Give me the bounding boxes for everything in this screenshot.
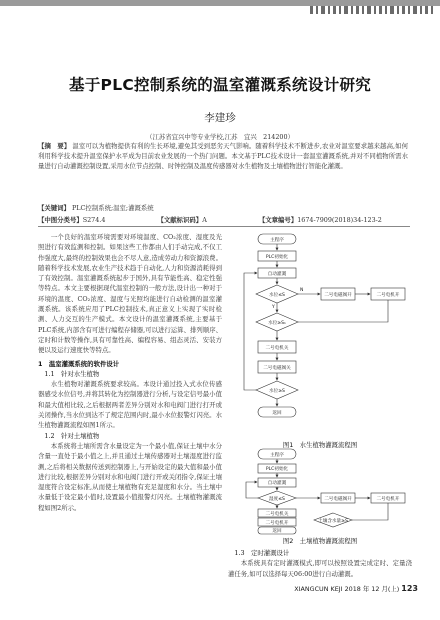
fig1-node-init: PLC初始化 <box>265 255 289 260</box>
fig1-node-main: 主程序 <box>270 238 284 243</box>
fig1-node-level-final: 水位≥S <box>269 389 285 394</box>
fig1-label-no: N <box>300 288 304 293</box>
keywords-text: PLC控制系统;温室;灌溉系统 <box>72 204 154 212</box>
fig2-node-motor-open: 二号电机开 <box>376 497 400 502</box>
keywords-label: 【关键词】 <box>38 204 70 212</box>
intro-paragraph: 一个良好的温室环境需要对环境温度、CO₂浓度、湿度及光照进行有效监测和控制。如果这些工作都由人们手动完成,不仅工作强度大,最终的控制效果也会不尽人意,造成劳动力和资源浪费。随着科学技术发展,农业生产技术趋于自动化,人力和资源消耗得到了有效控制。温室灌溉系统起步于国外,具有节能性高、稳定性强等特点。本文主要根据现代温室控制的一般方法,设计出一种对于环境的温度、CO₂浓度、湿度与光照均能进行自动检测的温室灌溉系统。该系统应用了PLC控制技术,真正意义上实现了实时检测、人力交互的生产模式。本文设计的温室灌溉系统,主要基于PLC系统,内部含有可进行编程存储器,可以进行运算、排列顺序、定时和计数等操作,具有可靠性高、编程容易、组态灵活、安装方便以及运行速度快等特点。 <box>38 233 222 355</box>
left-column <box>38 232 222 513</box>
subsection-1-1-paragraph: 水生植物对灌溉系统要求较高。本设计通过投入式水位传感器感受水位信号,并将其转化为控制器进行分析,与设定信号最小值和最大值相比较,之后根据两者差异分别对水和电阀门进行打开或关闭操作,当水位到达不了规定范围内时,最小水位报警灯闪亮。水生植物灌溉流程如图1所示。 <box>38 380 222 430</box>
figure-2-flowchart <box>228 405 412 535</box>
fig2-node-return: 返回 <box>272 529 282 534</box>
fig2-node-soil-check: 土壤含水量≥S <box>318 519 348 524</box>
section-1-heading: 1 温室灌溉系统的软件设计 <box>38 359 120 368</box>
subsection-1-1-heading: 1.1 针对水生植物 <box>44 369 100 378</box>
issue-date: 2018 年 12 月(上) <box>344 585 400 593</box>
fig1-node-motor-close: 二号电机关 <box>265 346 289 351</box>
fig2-node-auto: 自动灌溉 <box>267 481 287 486</box>
classification-row <box>38 215 408 224</box>
fig1-label-yes: Y <box>272 305 275 310</box>
paper-title: 基于PLC控制系统的温室灌溉系统设计研究 <box>68 76 372 94</box>
clc-number: 【中图分类号】S274.4 <box>38 216 106 224</box>
fig2-node-motor-close: 二号电机关 <box>265 512 289 517</box>
header-divider <box>38 226 410 227</box>
fig2-node-valve-open: 二号电磁阀开 <box>324 497 352 502</box>
fig1-node-valve-open: 二号电磁阀开 <box>324 293 352 298</box>
affiliation: （江苏省宜兴中等专业学校,江苏 宜兴 214200） <box>146 133 294 141</box>
author-name: 李建珍 <box>204 112 236 124</box>
header-decoration <box>0 0 440 16</box>
abstract-label: 【摘 要】 <box>38 142 71 150</box>
subsection-1-2-paragraph: 本系统将土壤所需含水量设定为一个最小值,保证土壤中水分含量一直处于最小值之上,并且通过土壤传感器对土壤湿度进行监测,之后将相关数据传送到控制器上,与开始设定的最大值和最小值进行比较,根据差异分别对水和电阀门进行开或关闭指令,保证土壤湿度符合设定标准,从而使土壤植物有充足湿度和水分。当土壤中水量低于设定最小值时,设置最小值报警灯闪亮。土壤植物灌溉流程如图2所示。 <box>38 441 222 512</box>
article-number: 【文章编号】1674-7909(2018)34-123-2 <box>258 216 382 224</box>
keywords <box>38 203 408 212</box>
document-code: 【文献标识码】A <box>157 216 207 224</box>
page-footer <box>228 584 418 593</box>
fig2-node-main: 主程序 <box>270 453 284 458</box>
fig1-node-valve-close: 二号电磁阀关 <box>263 366 291 371</box>
subsection-1-2-heading: 1.2 针对土壤植物 <box>44 431 100 440</box>
fig1-node-level-high: 水位≥S₁ <box>268 321 286 326</box>
fig1-node-return: 返回 <box>272 411 282 416</box>
abstract <box>38 141 408 172</box>
subsection-1-3-heading: 1.3 定时灌溉设计 <box>234 549 290 557</box>
page-number: 123 <box>401 584 418 593</box>
figure-2-caption: 图2 土壤植物灌溉流程图 <box>282 537 358 545</box>
figure-1-caption: 图1 水生植物灌溉流程图 <box>282 441 358 449</box>
fig2-node-motor-open-2: 二号电机开 <box>265 521 289 526</box>
subsection-1-3-paragraph: 本系统具有定时灌溉模式,即可以按照设置完成定时、定量浇灌任务,如可以选择每天06:00进行自动灌溉。 <box>228 559 412 578</box>
fig1-node-auto: 自动灌溉 <box>267 272 287 277</box>
fig2-node-humidity-check: 湿度≤S <box>269 497 285 502</box>
journal-name: XIANGCUN KEJI <box>294 585 343 593</box>
fig1-node-motor-open: 二号电机开 <box>376 293 400 298</box>
fig2-node-init: PLC初始化 <box>265 467 289 472</box>
abstract-text: 温室可以为植物提供有利的生长环境,避免其受到恶劣天气影响。随着科学技术不断进步,农业对温室要求越来越高,如何利用科学技术提升温室保护水平成为目前农业发展的一个热门问题。本文基于PLC技术设计一套温室灌溉系统,并对不同植物所需水量进行自动灌溉控制设置,采用水位节点控制、时钟控制及温度传感器对水生植物及土壤植物进行智能化灌溉。 <box>38 142 408 171</box>
fig1-node-level-check: 水位≤S <box>269 293 285 298</box>
right-column-tail <box>228 548 412 579</box>
